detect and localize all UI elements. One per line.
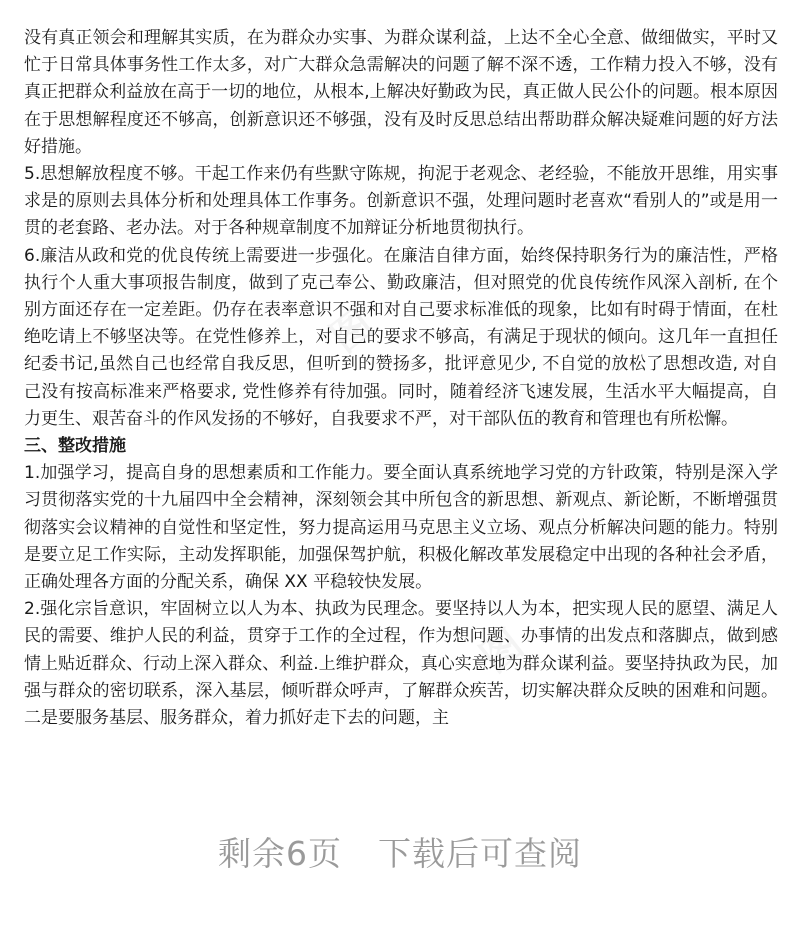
section-heading: 三、整改措施 xyxy=(24,436,126,457)
paragraph-intro: 没有真正领会和理解其实质，在为群众办实事、为群众谋利益，上达不全心全意、做细做实，平时又忙于日常具体事务性工作太多，对广大群众急需解决的问题了解不深不透，工作精力投入不够，没有真正把群众利益放在高于一切的地位，从根本,上解决好勤政为民，真正做人民公仆的问题。根本原因在于思想解程度还不够高，创新意识还不够强，没有及时反思总结出帮助群众解决疑难问题的好方法好措施。 xyxy=(24,28,778,157)
paragraph-measure-2: 2.强化宗旨意识，牢固树立以人为本、执政为民理念。要坚持以人为本，把实现人民的愿望、满足人民的需要、维护人民的利益，贯穿于工作的全过程，作为想问题、办事情的出发点和落脚点，做到感情上贴近群众、行动上深入群众、利益.上维护群众，真心实意地为群众谋利益。要坚持执政为民，加强与群众的密切联系，深入基层，倾听群众呼声，了解群众疾苦，切实解决群众反映的困难和问题。二是要服务基层、服务群众，着力抓好走下去的问题，主 xyxy=(24,599,778,729)
download-prompt-banner[interactable] xyxy=(0,828,800,875)
paragraph-point-5: 5.思想解放程度不够。干起工作来仍有些默守陈规，拘泥于老观念、老经验，不能放开思维，用实事求是的原则去具体分析和处理具体工作事务。创新意识不强，处理问题时老喜欢“看别人的”或是用一贯的老套路、老办法。对于各种规章制度不加辩证分析地贯彻执行。 xyxy=(24,164,778,239)
paragraph-point-6: 6.廉洁从政和党的优良传统上需要进一步强化。在廉洁自律方面，始终保持职务行为的廉洁性，严格执行个人重大事项报告制度，做到了克己奉公、勤政廉洁，但对照党的优良传统作风深入剖析, 在个别方面还存在一定差距。仍存在表率意识不强和对自己要求标准低的现象，比如有时碍于情面，在杜绝吃请上不够坚决等。在党性修养上，对自己的要求不够高，有满足于现状的倾向。这几年一直担任纪委书记,虽然自己也经常自我反思，但听到的赞扬多，批评意见少, 不自觉的放松了思想改造, 对自己没有按高标准来严格要求, 党性修养有待加强。同时，随着经济飞速发展，生活水平大幅提高，自力更生、艰苦奋斗的作风发扬的不够好，自我要求不严，对干部队伍的教育和管理也有所松懈。 xyxy=(24,245,778,429)
document-body xyxy=(24,0,778,732)
paragraph-measure-1: 1.加强学习，提高自身的思想素质和工作能力。要全面认真系统地学习党的方针政策，特别是深入学习贯彻落实党的十九届四中全会精神，深刻领会其中所包含的新思想、新观点、新论断，不断增强贯彻落实会议精神的自觉性和坚定性，努力提高运用马克思主义立场、观点分析解决问题的能力。特别是要立足工作实际，主动发挥职能，加强保驾护航，积极化解改革发展稳定中出现的各种社会矛盾，正确处理各方面的分配关系，确保 XX 平稳较快发展。 xyxy=(24,463,778,593)
remaining-pages-text[interactable]: 剩余6页 xyxy=(218,834,342,873)
download-to-view-text[interactable]: 下载后可查阅 xyxy=(378,834,582,873)
